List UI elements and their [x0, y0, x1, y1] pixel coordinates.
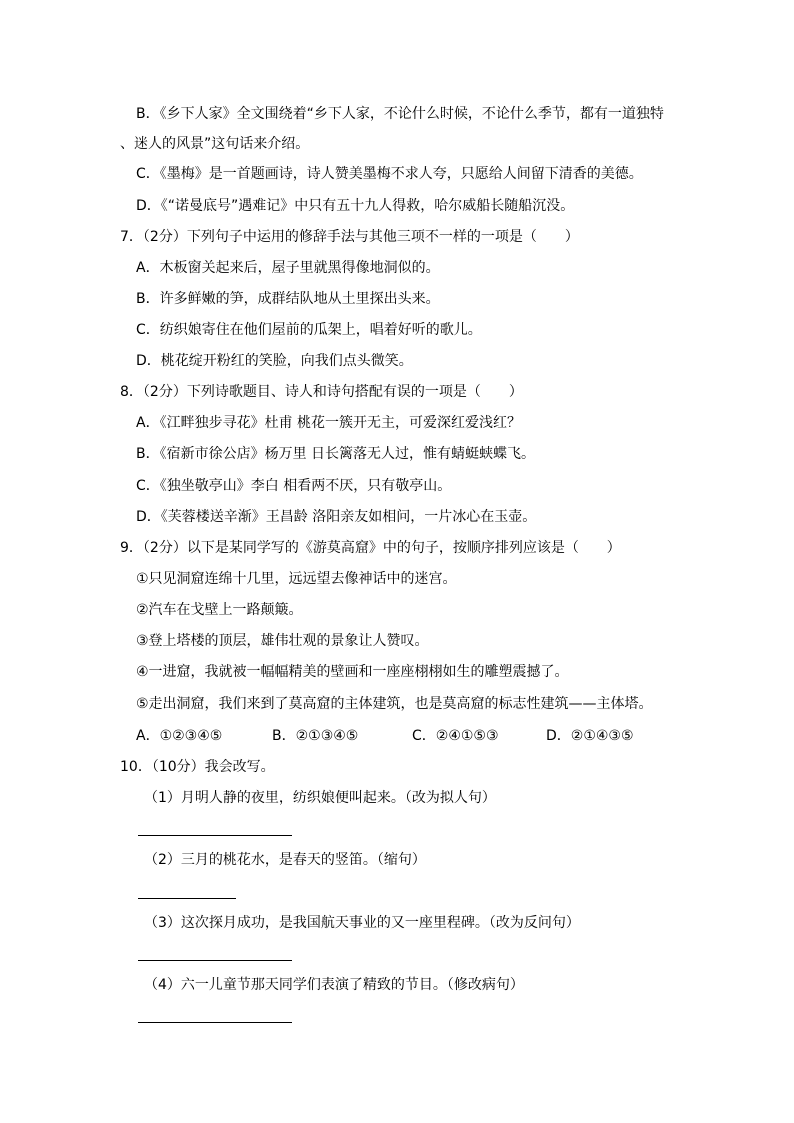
q6-option-b-line1: B．《乡下人家》全文围绕着“乡下人家，不论什么时候，不论什么季节，都有一道独特 — [136, 106, 664, 122]
q8-option-b: B．《宿新市徐公店》杨万里 日长篱落无人过，惟有蜻蜓蛱蝶飞。 — [136, 446, 536, 462]
q6-option-c: C．《墨梅》是一首题画诗，诗人赞美墨梅不求人夸，只愿给人间留下清香的美德。 — [136, 166, 643, 182]
q6-option-b-line2: 、迷人的风景”这句话来介绍。 — [120, 136, 310, 152]
q10-part-4-answer-line[interactable] — [138, 1022, 292, 1023]
q9-sentence-3: ③登上塔楼的顶层，雄伟壮观的景象让人赞叹。 — [136, 633, 429, 649]
q7-option-b: B．许多鲜嫩的笋，成群结队地从土里探出头来。 — [136, 291, 440, 307]
q9-sentence-4: ④一进窟，我就被一幅幅精美的壁画和一座座栩栩如生的雕塑震撼了。 — [136, 664, 569, 680]
q8-stem: 8．（2分）下列诗歌题目、诗人和诗句搭配有误的一项是（ ） — [120, 384, 523, 400]
q7-option-c: C．纺织娘寄住在他们屋前的瓜架上，唱着好听的歌儿。 — [136, 322, 482, 338]
q9-sentence-1: ①只见洞窟连绵十几里，远远望去像神话中的迷宫。 — [136, 571, 457, 587]
q9-sentence-2: ②汽车在戈壁上一路颠簸。 — [136, 602, 303, 618]
q9-stem: 9．（2分）以下是某同学写的《游莫高窟》中的句子，按顺序排列应该是（ ） — [120, 540, 621, 556]
q10-part-3: （3）这次探月成功，是我国航天事业的又一座里程碑。（改为反问句） — [144, 915, 580, 931]
q10-part-1-answer-line[interactable] — [138, 835, 292, 836]
q7-option-d: D．桃花绽开粉红的笑脸，向我们点头微笑。 — [136, 353, 413, 369]
q10-stem: 10．（10分）我会改写。 — [120, 759, 275, 775]
q9-sentence-5: ⑤走出洞窟，我们来到了莫高窟的主体建筑，也是莫高窟的标志性建筑——主体塔。 — [136, 696, 653, 712]
q8-option-a: A．《江畔独步寻花》杜甫 桃花一簇开无主，可爱深红爱浅红？ — [136, 415, 522, 431]
q9-option-b: B．②①③④⑤ — [272, 728, 359, 744]
q10-part-1: （1）月明人静的夜里，纺织娘便叫起来。（改为拟人句） — [144, 790, 496, 806]
q10-part-3-answer-line[interactable] — [138, 960, 292, 961]
q9-option-d: D．②①④③⑤ — [546, 728, 634, 744]
q10-part-2-answer-line[interactable] — [138, 898, 236, 899]
q9-option-a: A．①②③④⑤ — [136, 728, 223, 744]
q8-option-c: C．《独坐敬亭山》李白 相看两不厌，只有敬亭山。 — [136, 478, 452, 494]
q7-option-a: A．木板窗关起来后，屋子里就黑得像地洞似的。 — [136, 260, 440, 276]
q6-option-d: D．《“诺曼底号”遇难记》中只有五十九人得救，哈尔威船长随船沉没。 — [136, 198, 575, 214]
q10-part-2: （2）三月的桃花水，是春天的竖笛。（缩句） — [144, 852, 426, 868]
q9-option-c: C．②④①⑤③ — [412, 728, 499, 744]
q7-stem: 7．（2分）下列句子中运用的修辞手法与其他三项不一样的一项是（ ） — [120, 229, 579, 245]
q8-option-d: D．《芙蓉楼送辛渐》王昌龄 洛阳亲友如相问，一片冰心在玉壶。 — [136, 509, 537, 525]
q10-part-4: （4）六一儿童节那天同学们表演了精致的节目。（修改病句） — [144, 977, 524, 993]
